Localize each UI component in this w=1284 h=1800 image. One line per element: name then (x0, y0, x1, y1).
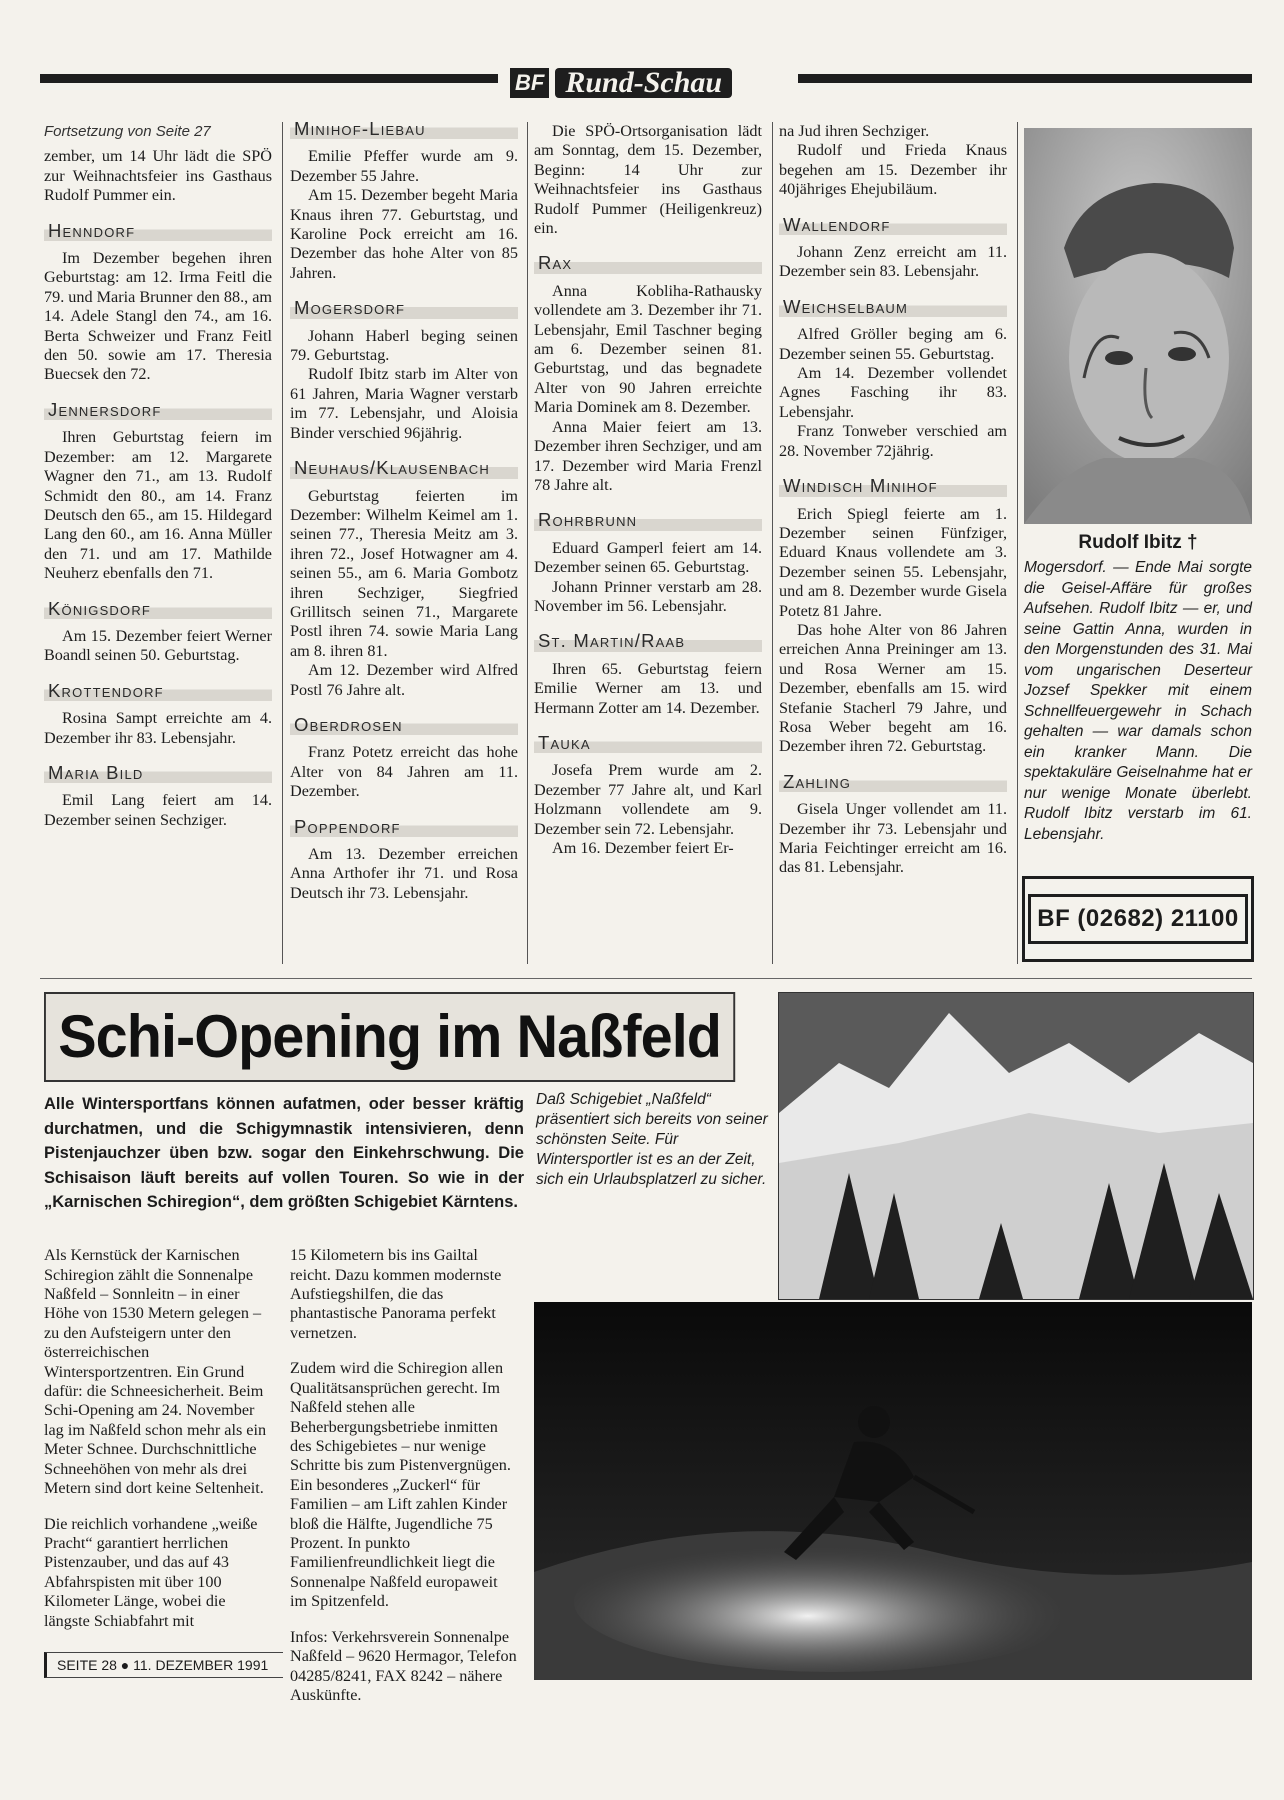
section-heading: Königsdorf (44, 598, 272, 619)
logo-title: Rund-Schau (555, 68, 732, 98)
paragraph: Die reichlich vorhandene „weiße Pracht“ garantiert herrlichen Pistenzauber, und das auf 43 Abfahrspisten mit über 100 Kilometer Länge, wobei die längste Schiabfahrt mit (44, 1514, 258, 1630)
column-3-sections (534, 252, 762, 858)
section-heading: Windisch Minihof (779, 475, 1007, 496)
column-4-intro (779, 122, 1007, 200)
article-headline: Schi-Opening im Naßfeld (44, 992, 735, 1082)
section-heading: Mogersdorf (290, 297, 518, 318)
section-heading: Weichselbaum (779, 296, 1007, 317)
paragraph: na Jud ihren Sechziger. (779, 122, 930, 140)
paragraph: Johann Prinner verstarb am 28. November im 56. Lebensjahr. (534, 577, 762, 615)
article-body-col2 (290, 1230, 518, 1722)
continuation-note: Fortsetzung von Seite 27 (44, 123, 211, 140)
paragraph: Am 14. Dezember vollendet Agnes Fasching ihr 83. Lebensjahr. (779, 364, 1007, 421)
paragraph: Josefa Prem wurde am 2. Dezember 77 Jahre alt, und Karl Holzmann vollendete am 9. Dezember sein 72. Lebensjahr. (534, 761, 762, 838)
page-footer: SEITE 28 ● 11. DEZEMBER 1991 (44, 1652, 283, 1678)
column-4 (779, 122, 1007, 878)
mountain-illustration (779, 993, 1253, 1299)
column-rule (1017, 122, 1018, 964)
column-2 (290, 118, 518, 903)
paragraph: Infos: Verkehrsverein Sonnenalpe Naßfeld – 9620 Hermagor, Telefon 04285/8241, FAX 8242 – nähere Auskünfte. (290, 1627, 517, 1705)
paragraph: Geburtstag feierten im Dezember: Wilhelm Keimel am 1. seinen 77., Theresia Meitz am 3. ihren 72., Josef Hotwagner am 4. seinen 55., am 6. Maria Gombotz ihren Sechziger, Siegfried Grillitsch seinen 71., Margarete Postl ihren 74. sowie Maria Lang am 8. ihren 81. (290, 486, 518, 660)
phone-box (1022, 876, 1254, 962)
article-teaser: Daß Schigebiet „Naßfeld“ präsentiert sich bereits von seiner schönsten Seite. Für Wintersportler ist es an der Zeit, sich ein Urlaubsplatzerl zu sicher. (536, 1091, 768, 1188)
skier-photo (534, 1302, 1252, 1680)
paragraph: Ihren Geburtstag feiern im Dezember: am 12. Margarete Wagner den 71., am 13. Rudolf Schmidt den 80., am 14. Franz Deutsch den 65., am 15. Hildegard Lang den 60., am 16. Anna Müller den 71. und am 17. Mathilde Neuherz ebenfalls den 71. (44, 428, 272, 583)
column-1-sections (44, 220, 272, 831)
masthead-rule-left (40, 74, 498, 83)
paragraph: Anna Kobliha-Rathausky vollendete am 3. Dezember ihr 71. Lebensjahr, Emil Taschner beging am 6. Dezember seinen 81. Geburtstag, und das begnadete Alter von 90 Jahren erreichte Maria Dominek am 8. Dezember. (534, 281, 762, 417)
caption-title: Rudolf Ibitz † (1078, 532, 1198, 553)
paragraph: Das hohe Alter von 86 Jahren erreichen Anna Preininger am 13. und Rosa Werner am 15. Dezember, ebenfalls am 15. wird Stefanie Stacherl 79 Jahre, und Rosa Weber begeht am 16. Dezember ihren 72. Geburtstag. (779, 620, 1007, 756)
column-3-intro (534, 122, 762, 238)
portrait-caption (1024, 532, 1252, 845)
paragraph: Zudem wird die Schiregion allen Qualitätsansprüchen gerecht. Im Naßfeld stehen alle Beherbergungsbetriebe inmitten des Schigebietes – nur wenige Schritte bis zum Pistenvergnügen. Ein besonderes „Zuckerl“ für Familien – am Lift zahlen Kinder bloß die Hälfte, Jugendliche 75 Prozent. In punkto Familienfreundlichkeit liegt die Sonnenalpe Naßfeld europaweit im Spitzenfeld. (290, 1359, 511, 1611)
paragraph: Am 15. Dezember feiert Werner Boandl seinen 50. Geburtstag. (44, 626, 272, 665)
column-1-intro: zember, um 14 Uhr lädt die SPÖ zur Weihnachtsfeier ins Gasthaus Rudolf Pummer ein. (44, 147, 272, 205)
paragraph: Alfred Gröller beging am 6. Dezember seinen 55. Geburtstag. (779, 325, 1007, 363)
paragraph: Rudolf und Frieda Knaus begehen am 15. Dezember ihr 40jähriges Ehejubiläum. (779, 141, 1007, 199)
section-heading: Neuhaus/Klausenbach (290, 457, 518, 478)
section-heading: Maria Bild (44, 762, 272, 783)
column-rule (772, 122, 773, 964)
paragraph: Am 15. Dezember begeht Maria Knaus ihren 77. Geburtstag, und Karoline Pock erreicht am 16. Dezember das hohe Alter von 85 Jahren. (290, 186, 518, 282)
paragraph: 15 Kilometern bis ins Gailtal reicht. Dazu kommen modernste Aufstiegshilfen, die das phantastische Panorama perfekt vernetzen. (290, 1246, 502, 1342)
caption-body: Mogersdorf. — Ende Mai sorgte die Geisel-Affäre für großes Aufsehen. Rudolf Ibitz — er, und seine Gattin Anna, wurden in den Morgenstunden des 31. Mai vom ungarischen Deserteur Jozsef Spekker mit einem Schnellfeuergewehr in Schach gehalten — war damals schon ein kranker Mann. Die spektakuläre Geiselnahme hat er nur wenige Monate überlebt. Rudolf Ibitz verstarb im 61. Lebensjahr. (1024, 559, 1252, 843)
section-heading: Oberdrosen (290, 714, 518, 735)
section-heading: St. Martin/Raab (534, 630, 762, 651)
column-2-sections (290, 118, 518, 903)
article-lead: Alle Wintersportfans können aufatmen, oder besser kräftig durchatmen, und die Schigymnastik intensivieren, denn Pistenjauchzer üben bzw. sogar den Einkehrschwung. Die Schisaison läuft bereits auf vollen Touren. So wie in der „Karnischen Schiregion“, dem größten Schigebiet Kärntens. (44, 1095, 524, 1211)
section-heading: Henndorf (44, 220, 272, 241)
column-1 (44, 122, 272, 830)
article-body-col1 (44, 1230, 272, 1647)
section-heading: Krottendorf (44, 680, 272, 701)
section-heading: Minihof-Liebau (290, 118, 518, 139)
paragraph: Am 13. Dezember erreichen Anna Arthofer ihr 71. und Rosa Deutsch ihr 73. Lebensjahr. (290, 845, 518, 902)
paragraph: Eduard Gamperl feiert am 14. Dezember seinen 65. Geburtstag. (534, 538, 762, 577)
section-heading: Rohrbrunn (534, 509, 762, 530)
paragraph: Am 12. Dezember wird Alfred Postl 76 Jahre alt. (290, 661, 518, 699)
skier-illustration (534, 1302, 1252, 1680)
section-heading: Jennersdorf (44, 399, 272, 420)
section-heading: Zahling (779, 771, 1007, 792)
section-heading: Poppendorf (290, 816, 518, 837)
logo-bf: BF (510, 68, 549, 98)
section-heading: Rax (534, 252, 762, 273)
mountain-photo (778, 992, 1254, 1300)
phone-number: BF (02682) 21100 (1028, 894, 1247, 944)
paragraph: Am 16. Dezember feiert Er- (552, 839, 734, 857)
column-4-sections (779, 214, 1007, 878)
portrait-illustration (1024, 128, 1252, 524)
paragraph: Ihren 65. Geburtstag feiern Emilie Werner am 13. und Hermann Zotter am 14. Dezember. (534, 659, 762, 717)
paragraph: Anna Maier feiert am 13. Dezember ihren Sechziger, und am 17. Dezember wird Maria Frenzl 78 Jahre alt. (534, 417, 762, 494)
paragraph: Gisela Unger vollendet am 11. Dezember ihr 73. Lebensjahr und Maria Feichtinger erreicht am 16. das 81. Lebensjahr. (779, 800, 1007, 877)
paragraph: Rudolf Ibitz starb im Alter von 61 Jahren, Maria Wagner verstarb im 77. Lebensjahr, und Aloisia Binder verschied 96jährig. (290, 365, 518, 442)
paragraph: Rosina Sampt erreichte am 4. Dezember ihr 83. Lebensjahr. (44, 709, 272, 747)
paragraph: Die SPÖ-Ortsorganisation lädt am Sonntag, dem 15. Dezember, Beginn: 14 Uhr zur Weihnachtsfeier ins Gasthaus Rudolf Pummer (Heiligenkreuz) ein. (534, 122, 762, 238)
column-rule (527, 122, 528, 964)
column-rule (282, 122, 283, 964)
paragraph: Emilie Pfeffer wurde am 9. Dezember 55 Jahre. (290, 147, 518, 185)
portrait-photo (1024, 128, 1252, 524)
section-heading: Tauka (534, 732, 762, 753)
paragraph: Im Dezember begehen ihren Geburtstag: am 12. Irma Feitl die 79. und Maria Brunner den 88., am 14. Adele Stangl den 74., am 16. Berta Schweizer und Franz Feitl den 50. sowie am 17. Theresia Buecsek den 72. (44, 249, 272, 384)
paragraph: Franz Potetz erreicht das hohe Alter von 84 Jahren am 11. Dezember. (290, 743, 518, 801)
paragraph: Emil Lang feiert am 14. Dezember seinen Sechziger. (44, 791, 272, 829)
paragraph: Erich Spiegl feierte am 1. Dezember seinen Fünfziger, Eduard Knaus vollendete am 3. Dezember seinen 55. Lebensjahr, und am 8. Dezember wurde Gisela Potetz 81 Jahre. (779, 504, 1007, 620)
paragraph: Als Kernstück der Karnischen Schiregion zählt die Sonnenalpe Naßfeld – Sonnleitn – in einer Höhe von 1530 Metern gelegen – zu den Aufsteigern unter den österreichischen Wintersportzentren. Ein Grund dafür: die Schneesicherheit. Beim Schi-Opening am 24. November lag im Naßfeld schon mehr als ein Meter Schnee. Durchschnittliche Schneehöhen von mehr als drei Metern sind dort keine Seltenheit. (44, 1246, 267, 1498)
masthead-rule-right (798, 74, 1252, 83)
column-3 (534, 122, 762, 858)
section-divider (40, 978, 1252, 979)
masthead-logo (510, 66, 732, 100)
paragraph: Johann Haberl beging seinen 79. Geburtstag. (290, 326, 518, 365)
section-heading: Wallendorf (779, 214, 1007, 235)
paragraph: Franz Tonweber verschied am 28. November 72jährig. (779, 422, 1007, 460)
paragraph: Johann Zenz erreicht am 11. Dezember sein 83. Lebensjahr. (779, 243, 1007, 281)
